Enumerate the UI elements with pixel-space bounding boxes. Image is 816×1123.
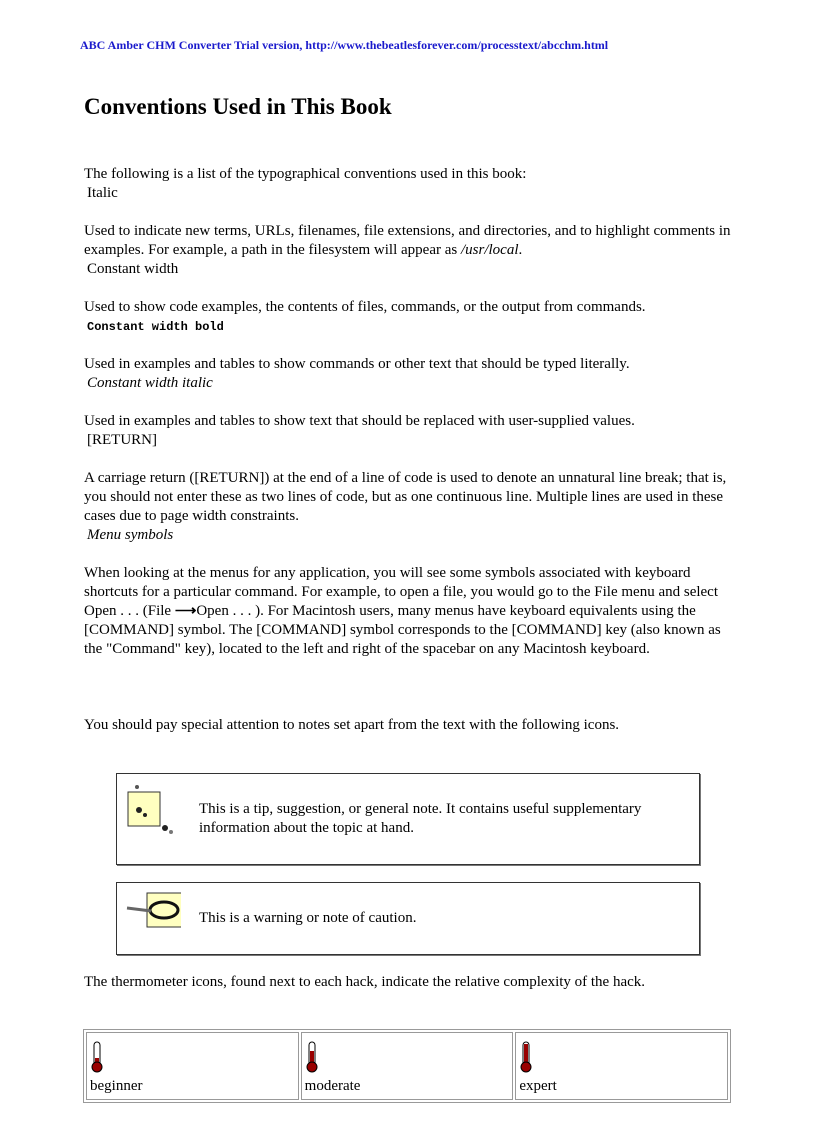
tip-note — [116, 773, 700, 865]
term-constant-width: Constant width — [87, 261, 179, 277]
warning-icon — [125, 891, 181, 931]
tip-icon — [125, 782, 177, 842]
intro: The following is a list of the typographical conventions used in this book: — [84, 166, 527, 182]
desc-constant-width — [84, 298, 734, 337]
d3: Used in examples and tables to show text that should be replaced with user-supplied values. — [84, 413, 635, 429]
warning-note — [116, 882, 700, 955]
d0-pre: Used to indicate new terms, URLs, filenames, file extensions, and directories, and to highlight comments in examples. For example, a path in the filesystem will appear as — [84, 223, 731, 258]
level-beginner — [86, 1032, 299, 1100]
term-constant-width-bold: Constant width bold — [87, 320, 224, 334]
notes-intro: You should pay special attention to notes set apart from the text with the following icons. — [84, 717, 620, 733]
d5-pre: When looking at the menus for any application, you will see some symbols associated with keyboard shortcuts for a particular command. For example, to open a file, you would go to the File menu and select Open . . . (File — [84, 565, 718, 619]
desc-constant-width-italic — [84, 412, 734, 450]
thermometer-icon — [90, 1041, 104, 1073]
complexity-table — [83, 1029, 731, 1103]
level-label: expert — [519, 1078, 557, 1094]
term-return: [RETURN] — [87, 432, 157, 448]
arrow-icon: ⟶ — [174, 603, 197, 619]
term-constant-width-italic: Constant width italic — [87, 375, 213, 391]
d5-post: Open . . . ). For Macintosh users, many menus have keyboard equivalents using the [COMMAND] symbol. The [COMMAND] symbol corresponds to the [COMMAND] key (also known as the "Command" key), located to the left and right of the spacebar on any Macintosh keyboard. — [84, 603, 721, 657]
desc-constant-width-bold — [84, 355, 734, 393]
d0-post: . — [518, 242, 523, 258]
desc-italic — [84, 222, 734, 279]
level-label: moderate — [304, 1078, 361, 1094]
d2: Used in examples and tables to show commands or other text that should be typed literally. — [84, 356, 630, 372]
trial-header: ABC Amber CHM Converter Trial version, http://www.thebeatlesforever.com/processtext/abcchm.html — [80, 38, 609, 52]
term-menu-symbols: Menu symbols — [87, 527, 174, 543]
desc-return — [84, 469, 734, 545]
desc-menu-symbols — [84, 564, 734, 659]
level-moderate — [301, 1032, 514, 1100]
level-expert — [515, 1032, 728, 1100]
level-label: beginner — [90, 1078, 143, 1094]
d0-em: /usr/local — [460, 242, 519, 258]
warning-text: This is a warning or note of caution. — [199, 910, 417, 926]
tip-text: This is a tip, suggestion, or general note. It contains useful supplementary information about the topic at hand. — [199, 801, 642, 836]
thermometer-intro: The thermometer icons, found next to each hack, indicate the relative complexity of the hack. — [84, 974, 646, 990]
page-title: Conventions Used in This Book — [84, 94, 392, 119]
thermometer-icon — [519, 1041, 533, 1073]
d1: Used to show code examples, the contents of files, commands, or the output from commands. — [84, 299, 646, 315]
d4: A carriage return ([RETURN]) at the end of a line of code is used to denote an unnatural line break; that is, you should not enter these as two lines of code, but as one continuous line. Multiple lines are used in these cases due to page width constraints. — [84, 470, 727, 524]
term-italic: Italic — [87, 185, 118, 201]
intro-text — [84, 165, 734, 203]
thermometer-icon — [305, 1041, 319, 1073]
